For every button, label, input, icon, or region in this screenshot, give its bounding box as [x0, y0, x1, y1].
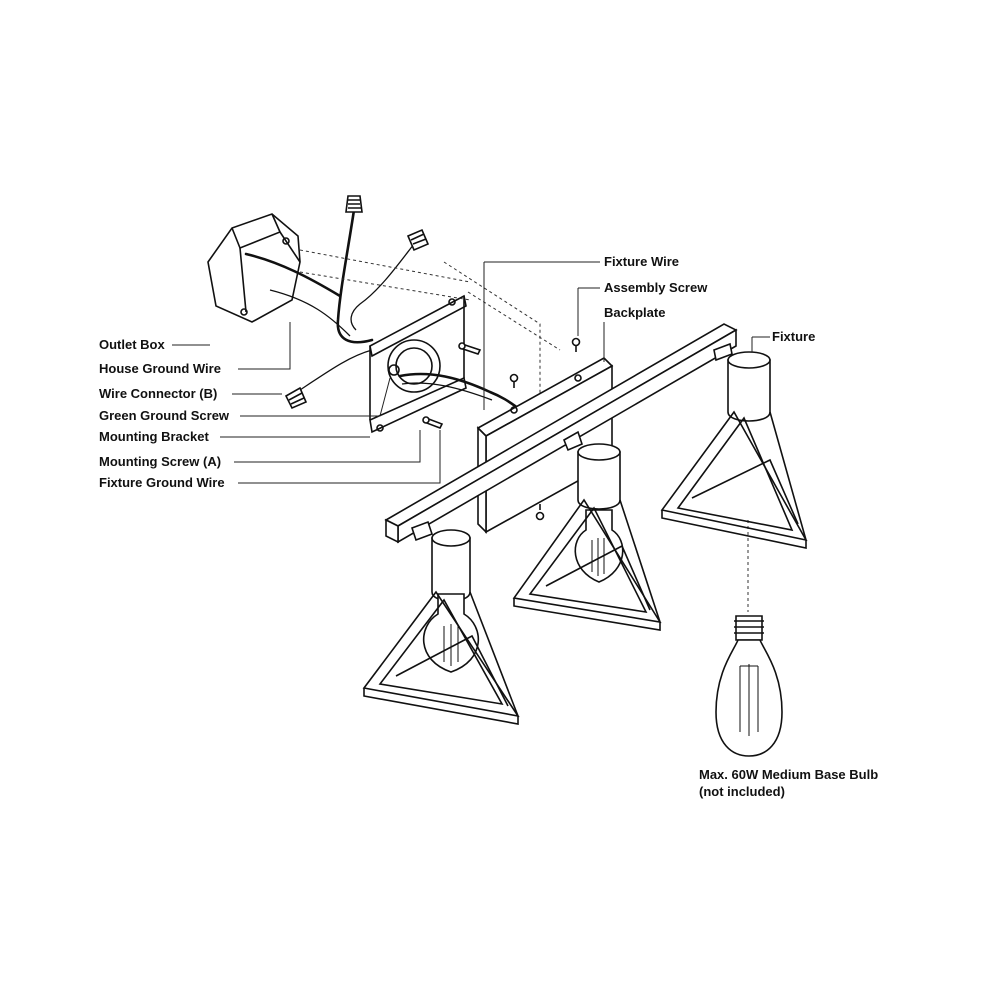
- label-fixture-wire: Fixture Wire: [604, 254, 680, 269]
- assembly-screw-mid: [511, 375, 518, 389]
- mounting-screw-lower: [423, 417, 442, 428]
- label-green-ground-screw: Green Ground Screw: [99, 408, 230, 423]
- label-mounting-screw-a: Mounting Screw (A): [99, 454, 222, 469]
- mounting-screw-upper: [459, 343, 480, 354]
- label-assembly-screw: Assembly Screw: [604, 280, 708, 295]
- label-house-ground-wire: House Ground Wire: [99, 361, 221, 376]
- label-backplate: Backplate: [604, 305, 666, 320]
- label-outlet-box: Outlet Box: [99, 337, 165, 352]
- label-fixture: Fixture: [772, 329, 816, 344]
- outlet-box: [208, 214, 350, 336]
- label-mounting-bracket: Mounting Bracket: [99, 429, 209, 444]
- assembly-screw-top: [573, 339, 580, 353]
- label-bulb-note-line1: Max. 60W Medium Base Bulb: [699, 767, 879, 782]
- bulb: [716, 616, 782, 756]
- fixture-shade-left: [364, 522, 518, 724]
- mounting-bracket: [370, 296, 518, 432]
- wire-connector-1: [346, 196, 362, 212]
- wire-connector-b: [286, 388, 306, 408]
- label-bulb-note-line2: (not included): [699, 784, 785, 799]
- label-wire-connector-b: Wire Connector (B): [99, 386, 218, 401]
- label-fixture-ground-wire: Fixture Ground Wire: [99, 475, 225, 490]
- assembly-screw-bottom: [537, 504, 544, 520]
